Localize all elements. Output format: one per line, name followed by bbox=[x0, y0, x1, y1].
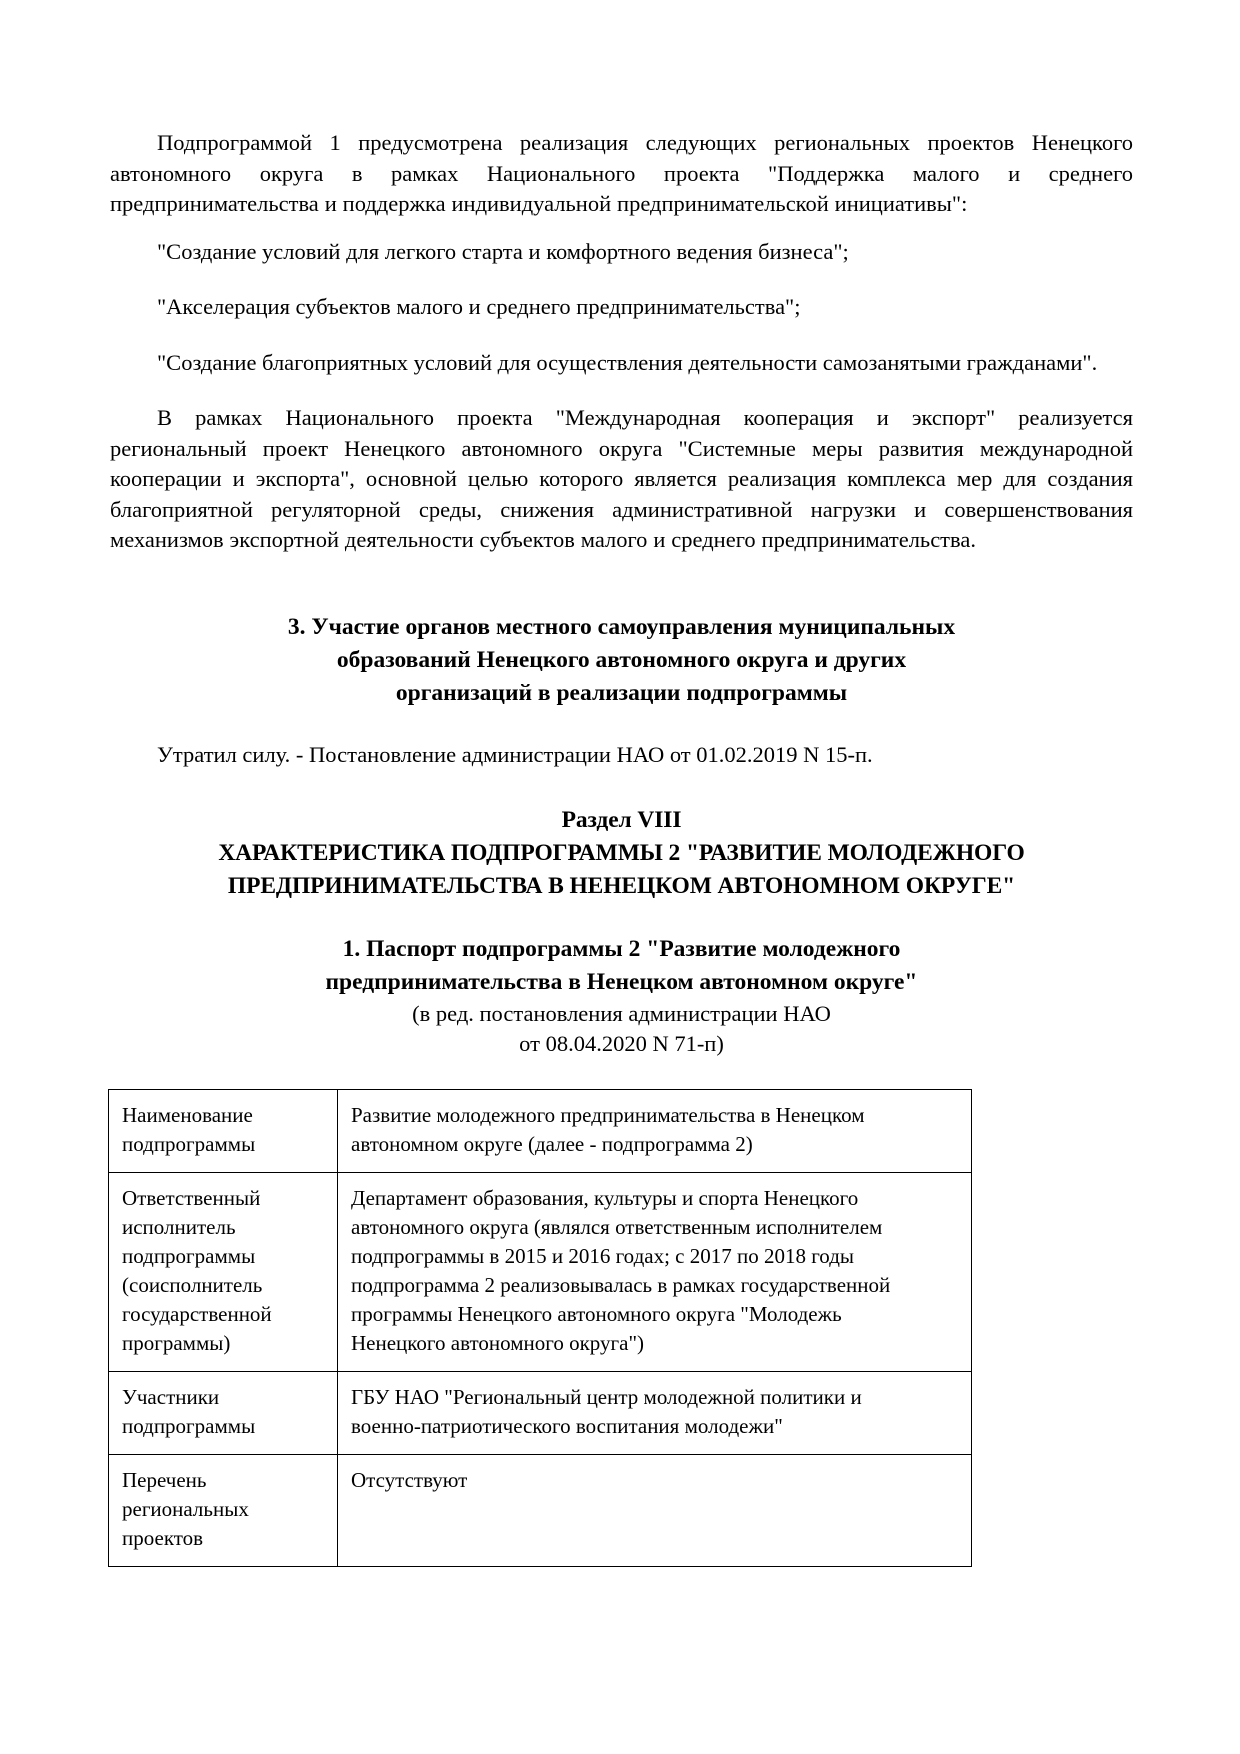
label-line: подпрограммы bbox=[122, 1413, 256, 1438]
value-line: автономного округа (являлся ответственным исполнителем bbox=[351, 1214, 883, 1239]
paragraph-project-item-1: "Создание условий для легкого старта и комфортного ведения бизнеса"; bbox=[157, 238, 849, 264]
label-line: Наименование bbox=[122, 1102, 253, 1127]
label-line: исполнитель bbox=[122, 1214, 236, 1239]
table-cell-value bbox=[338, 1089, 972, 1172]
spacer-before-section-3 bbox=[110, 577, 1133, 611]
value-line: военно-патриотического воспитания молодежи" bbox=[351, 1413, 783, 1438]
section-heading-3-line-2: образований Ненецкого автономного округа и других bbox=[336, 646, 907, 673]
value-line: программы Ненецкого автономного округа "Молодежь bbox=[351, 1301, 842, 1326]
section-heading-3-line-3: организаций в реализации подпрограммы bbox=[395, 679, 848, 706]
spacer-before-repealed-note bbox=[110, 710, 1133, 740]
section-heading-3 bbox=[110, 611, 1133, 710]
spacer-before-razdel bbox=[110, 770, 1133, 804]
page-content bbox=[110, 128, 1133, 1567]
value-line: ГБУ НАО "Региональный центр молодежной политики и bbox=[351, 1384, 862, 1409]
passport-table-body bbox=[109, 1089, 972, 1566]
label-line: (соисполнитель bbox=[122, 1272, 263, 1297]
passport-heading-line-1: 1. Паспорт подпрограммы 2 "Развитие молодежного bbox=[342, 935, 901, 962]
value-line: подпрограммы в 2015 и 2016 годах; с 2017 по 2018 годы bbox=[351, 1243, 854, 1268]
passport-edition-line-2: от 08.04.2020 N 71-п) bbox=[519, 1030, 724, 1056]
label-line: подпрограммы bbox=[122, 1131, 256, 1156]
table-cell-value bbox=[338, 1371, 972, 1454]
table-cell-label bbox=[109, 1371, 338, 1454]
razdel-title-line-2: ПРЕДПРИНИМАТЕЛЬСТВА В НЕНЕЦКОМ АВТОНОМНОМ ОКРУГЕ" bbox=[227, 872, 1016, 899]
table-cell-value bbox=[338, 1454, 972, 1566]
paragraph-project-item-3: "Создание благоприятных условий для осуществления деятельности самозанятыми гражданами". bbox=[157, 349, 1098, 375]
value-line: Отсутствуют bbox=[351, 1467, 468, 1492]
label-line: государственной bbox=[122, 1301, 272, 1326]
value-line: Департамент образования, культуры и спорта Ненецкого bbox=[351, 1185, 859, 1210]
label-line: Участники bbox=[122, 1384, 220, 1409]
table-cell-label bbox=[109, 1172, 338, 1371]
label-line: региональных bbox=[122, 1496, 249, 1521]
value-line: Развитие молодежного предпринимательства в Ненецком bbox=[351, 1102, 865, 1127]
passport-heading-line-2: предпринимательства в Ненецком автономном округе" bbox=[325, 968, 918, 995]
passport-table bbox=[108, 1089, 972, 1567]
table-cell-label bbox=[109, 1089, 338, 1172]
label-line: программы) bbox=[122, 1330, 231, 1355]
repealed-note: Утратил силу. - Постановление администрации НАО от 01.02.2019 N 15-п. bbox=[157, 741, 873, 767]
passport-edition-line-1: (в ред. постановления администрации НАО bbox=[412, 1000, 831, 1026]
razdel-title-line-1: ХАРАКТЕРИСТИКА ПОДПРОГРАММЫ 2 "РАЗВИТИЕ МОЛОДЕЖНОГО bbox=[218, 839, 1025, 866]
spacer-before-table bbox=[110, 1059, 1133, 1089]
table-row bbox=[109, 1371, 972, 1454]
label-line: подпрограммы bbox=[122, 1243, 256, 1268]
table-cell-value bbox=[338, 1172, 972, 1371]
value-line: подпрограмма 2 реализовывалась в рамках государственной bbox=[351, 1272, 891, 1297]
paragraph-international-cooperation: В рамках Национального проекта "Международная кооперация и экспорт" реализуется региональный проект Ненецкого автономного округа "Системные меры развития международной кооперации и экспорта", основной целью которого является реализация комплекса мер для создания благоприятной регуляторной среды, снижения административной нагрузки и совершенствования механизмов экспортной деятельности субъектов малого и среднего предпринимательства. bbox=[110, 405, 1133, 552]
table-row bbox=[109, 1454, 972, 1566]
razdel-heading-block bbox=[110, 804, 1133, 903]
razdel-label: Раздел VIII bbox=[561, 806, 682, 833]
section-heading-3-line-1: 3. Участие органов местного самоуправления муниципальных bbox=[287, 613, 956, 640]
value-line: Ненецкого автономного округа") bbox=[351, 1330, 645, 1355]
spacer-before-passport-heading bbox=[110, 903, 1133, 933]
paragraph-intro-subprogram-1: Подпрограммой 1 предусмотрена реализация следующих региональных проектов Ненецкого автономного округа в рамках Национального проекта "Поддержка малого и среднего предпринимательства и поддержка индивидуальной предпринимательской инициативы": bbox=[110, 130, 1133, 216]
table-row bbox=[109, 1089, 972, 1172]
value-line: автономном округе (далее - подпрограмма 2) bbox=[351, 1131, 753, 1156]
label-line: проектов bbox=[122, 1525, 204, 1550]
label-line: Ответственный bbox=[122, 1185, 261, 1210]
paragraph-project-item-2: "Акселерация субъектов малого и среднего предпринимательства"; bbox=[157, 294, 801, 319]
label-line: Перечень bbox=[122, 1467, 207, 1492]
table-cell-label bbox=[109, 1454, 338, 1566]
passport-heading-block bbox=[110, 933, 1133, 1059]
table-row bbox=[109, 1172, 972, 1371]
